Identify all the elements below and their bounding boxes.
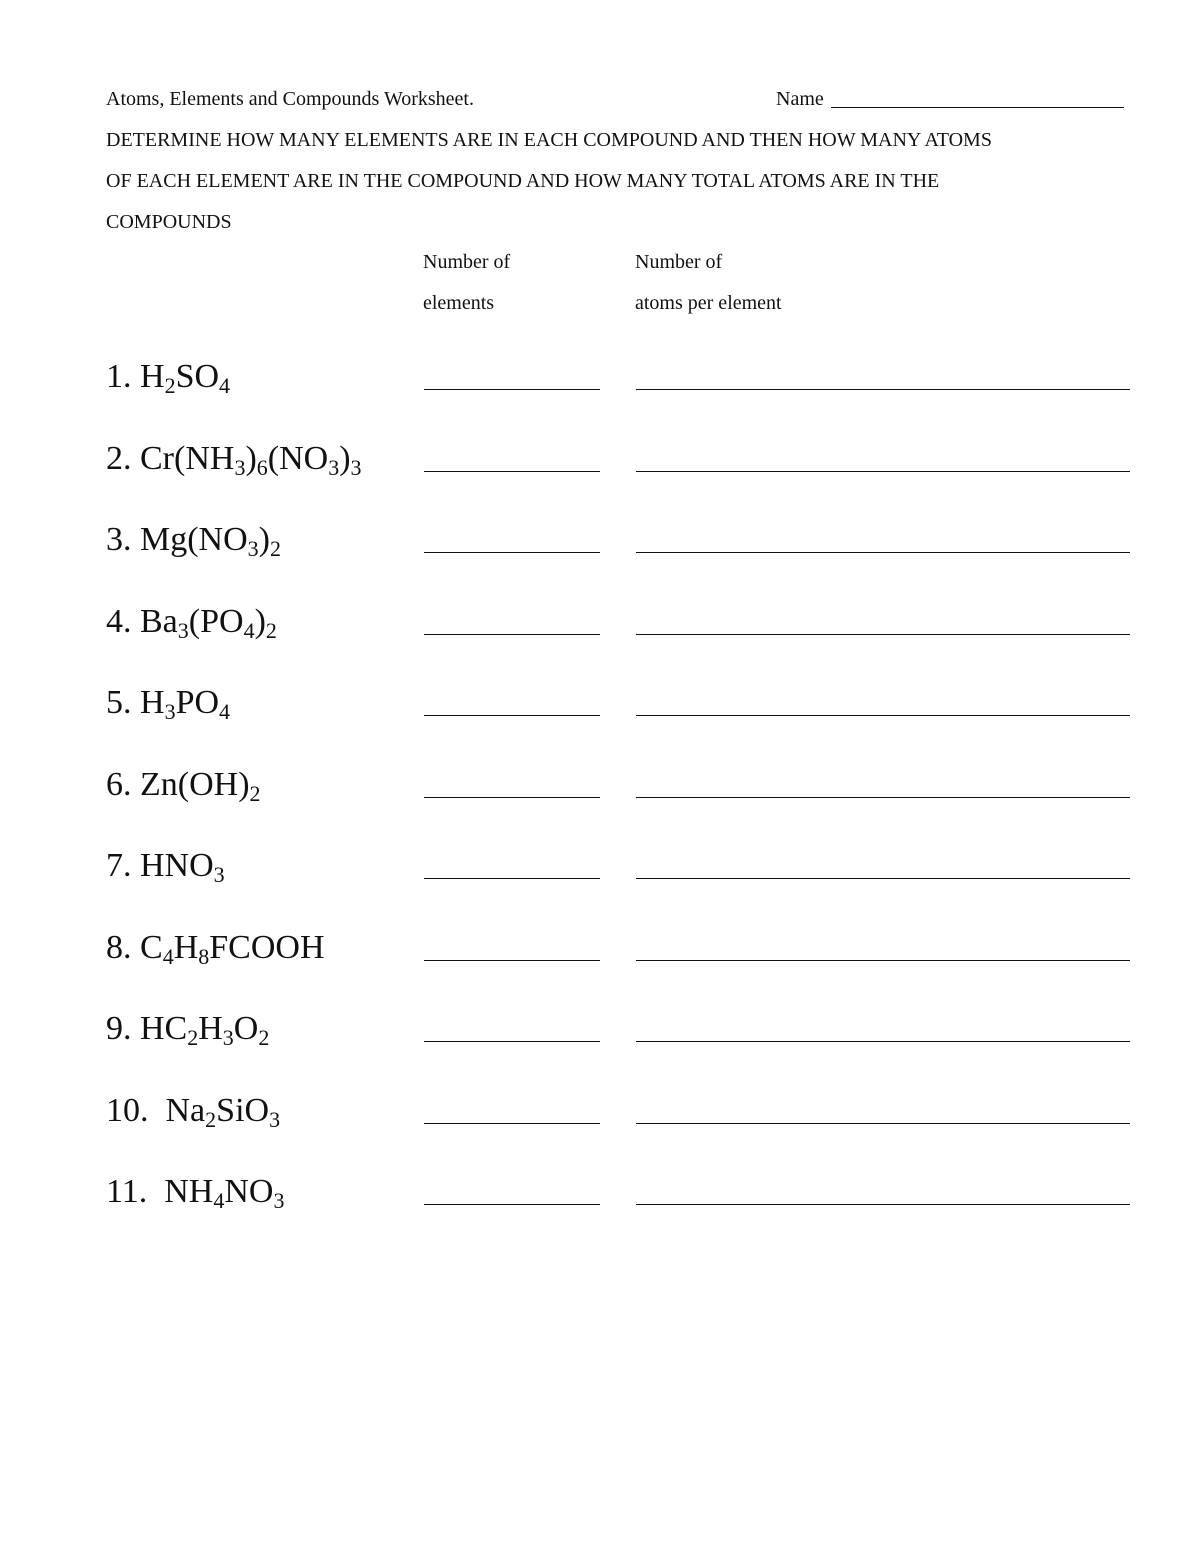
atoms-answer-blank[interactable] bbox=[636, 389, 1130, 390]
formula-subscript: 8 bbox=[198, 943, 210, 969]
problem-row bbox=[0, 439, 1200, 502]
atoms-answer-blank[interactable] bbox=[636, 552, 1130, 553]
problem-row bbox=[0, 686, 1200, 746]
atoms-answer-blank[interactable] bbox=[636, 960, 1130, 961]
formula-text: Ba bbox=[140, 602, 178, 640]
formula-subscript: 3 bbox=[247, 536, 259, 561]
worksheet-title: Atoms, Elements and Compounds Worksheet. bbox=[106, 88, 474, 110]
instructions-line-3: COMPOUNDS bbox=[106, 211, 232, 233]
problem-formula bbox=[106, 1173, 285, 1213]
formula-text: ) bbox=[339, 439, 351, 477]
name-field[interactable] bbox=[831, 107, 1124, 108]
problem-row bbox=[0, 1012, 1200, 1072]
formula-subscript: 4 bbox=[219, 373, 231, 398]
atoms-answer-blank[interactable] bbox=[636, 715, 1130, 716]
problem-number: 2. bbox=[106, 439, 132, 477]
atoms-answer-blank[interactable] bbox=[636, 1204, 1130, 1205]
elements-answer-blank[interactable] bbox=[424, 1123, 600, 1124]
formula-subscript: 4 bbox=[213, 1188, 225, 1213]
problem-formula bbox=[106, 1091, 281, 1132]
atoms-answer-blank[interactable] bbox=[636, 471, 1130, 472]
problem-number: 5. bbox=[106, 684, 132, 721]
formula-text: HNO bbox=[140, 847, 214, 884]
formula-subscript: 2 bbox=[205, 1106, 217, 1132]
problem-number: 6. bbox=[106, 765, 132, 803]
formula-text: Na bbox=[165, 1091, 206, 1129]
formula-text: Mg(NO bbox=[140, 521, 248, 558]
column-header-atoms-line-1: Number of bbox=[635, 251, 723, 273]
formula-text: (PO bbox=[188, 602, 244, 640]
formula-text: H bbox=[140, 358, 165, 395]
problem-row bbox=[0, 523, 1200, 583]
formula-text: C bbox=[140, 928, 163, 966]
problem-formula bbox=[106, 847, 225, 887]
elements-answer-blank[interactable] bbox=[424, 552, 600, 553]
problem-formula bbox=[106, 928, 325, 969]
formula-subscript: 3 bbox=[269, 1106, 281, 1132]
problem-formula bbox=[106, 439, 362, 480]
formula-text: FCOOH bbox=[209, 928, 325, 966]
formula-text: ) bbox=[258, 521, 270, 558]
problem-number: 4. bbox=[106, 602, 132, 640]
problem-number: 11. bbox=[106, 1173, 148, 1210]
elements-answer-blank[interactable] bbox=[424, 715, 600, 716]
problem-number: 10. bbox=[106, 1091, 149, 1129]
formula-text: Cr(NH bbox=[140, 439, 235, 477]
problem-formula bbox=[106, 358, 231, 398]
problem-number: 7. bbox=[106, 847, 132, 884]
formula-text: H bbox=[140, 684, 165, 721]
elements-answer-blank[interactable] bbox=[424, 389, 600, 390]
problem-formula bbox=[106, 1010, 270, 1050]
formula-subscript: 3 bbox=[328, 454, 340, 480]
elements-answer-blank[interactable] bbox=[424, 1204, 600, 1205]
formula-text: O bbox=[233, 1010, 259, 1047]
elements-answer-blank[interactable] bbox=[424, 634, 600, 635]
formula-text: ) bbox=[245, 439, 257, 477]
elements-answer-blank[interactable] bbox=[424, 797, 600, 798]
problem-number: 1. bbox=[106, 358, 132, 395]
formula-text: HC bbox=[140, 1010, 188, 1047]
formula-subscript: 3 bbox=[213, 862, 225, 887]
problem-number: 8. bbox=[106, 928, 132, 966]
column-header-elements-line-1: Number of bbox=[423, 251, 511, 273]
problem-formula bbox=[106, 602, 277, 643]
name-label: Name bbox=[776, 88, 824, 110]
formula-subscript: 4 bbox=[243, 617, 255, 643]
formula-subscript: 2 bbox=[258, 1025, 270, 1050]
formula-text: ) bbox=[254, 602, 266, 640]
formula-text: Zn(OH) bbox=[140, 765, 250, 803]
formula-text: PO bbox=[175, 684, 220, 721]
problem-row bbox=[0, 1175, 1200, 1235]
formula-text: H bbox=[173, 928, 199, 966]
problem-formula bbox=[106, 765, 261, 806]
formula-text: H bbox=[198, 1010, 223, 1047]
formula-text: NH bbox=[164, 1173, 214, 1210]
elements-answer-blank[interactable] bbox=[424, 471, 600, 472]
elements-answer-blank[interactable] bbox=[424, 960, 600, 961]
formula-subscript: 4 bbox=[162, 943, 174, 969]
problem-row bbox=[0, 765, 1200, 828]
instructions-line-2: OF EACH ELEMENT ARE IN THE COMPOUND AND HOW MANY TOTAL ATOMS ARE IN THE bbox=[106, 170, 940, 192]
atoms-answer-blank[interactable] bbox=[636, 1123, 1130, 1124]
column-header-atoms-line-2: atoms per element bbox=[635, 292, 782, 314]
formula-subscript: 2 bbox=[270, 536, 281, 561]
formula-subscript: 3 bbox=[164, 699, 176, 724]
formula-subscript: 2 bbox=[164, 373, 176, 398]
instructions-line-1: DETERMINE HOW MANY ELEMENTS ARE IN EACH COMPOUND AND THEN HOW MANY ATOMS bbox=[106, 129, 992, 151]
formula-text: SiO bbox=[216, 1091, 270, 1129]
problem-row bbox=[0, 849, 1200, 909]
atoms-answer-blank[interactable] bbox=[636, 878, 1130, 879]
formula-subscript: 3 bbox=[273, 1188, 285, 1213]
formula-subscript: 3 bbox=[177, 617, 189, 643]
problem-row bbox=[0, 360, 1200, 420]
atoms-answer-blank[interactable] bbox=[636, 797, 1130, 798]
problem-row bbox=[0, 928, 1200, 991]
formula-subscript: 2 bbox=[249, 780, 261, 806]
formula-text: (NO bbox=[267, 439, 329, 477]
problem-row bbox=[0, 602, 1200, 665]
column-header-elements-line-2: elements bbox=[423, 292, 495, 314]
problem-formula bbox=[106, 684, 231, 724]
problem-formula bbox=[106, 521, 281, 561]
formula-subscript: 3 bbox=[234, 454, 246, 480]
elements-answer-blank[interactable] bbox=[424, 1041, 600, 1042]
formula-subscript: 3 bbox=[350, 454, 362, 480]
formula-subscript: 2 bbox=[265, 617, 277, 643]
atoms-answer-blank[interactable] bbox=[636, 1041, 1130, 1042]
problem-row bbox=[0, 1091, 1200, 1154]
formula-subscript: 3 bbox=[222, 1025, 234, 1050]
elements-answer-blank[interactable] bbox=[424, 878, 600, 879]
formula-text: NO bbox=[224, 1173, 274, 1210]
formula-subscript: 6 bbox=[256, 454, 268, 480]
formula-subscript: 4 bbox=[219, 699, 231, 724]
formula-text: SO bbox=[175, 358, 220, 395]
atoms-answer-blank[interactable] bbox=[636, 634, 1130, 635]
formula-subscript: 2 bbox=[187, 1025, 199, 1050]
problem-number: 3. bbox=[106, 521, 132, 558]
problem-number: 9. bbox=[106, 1010, 132, 1047]
